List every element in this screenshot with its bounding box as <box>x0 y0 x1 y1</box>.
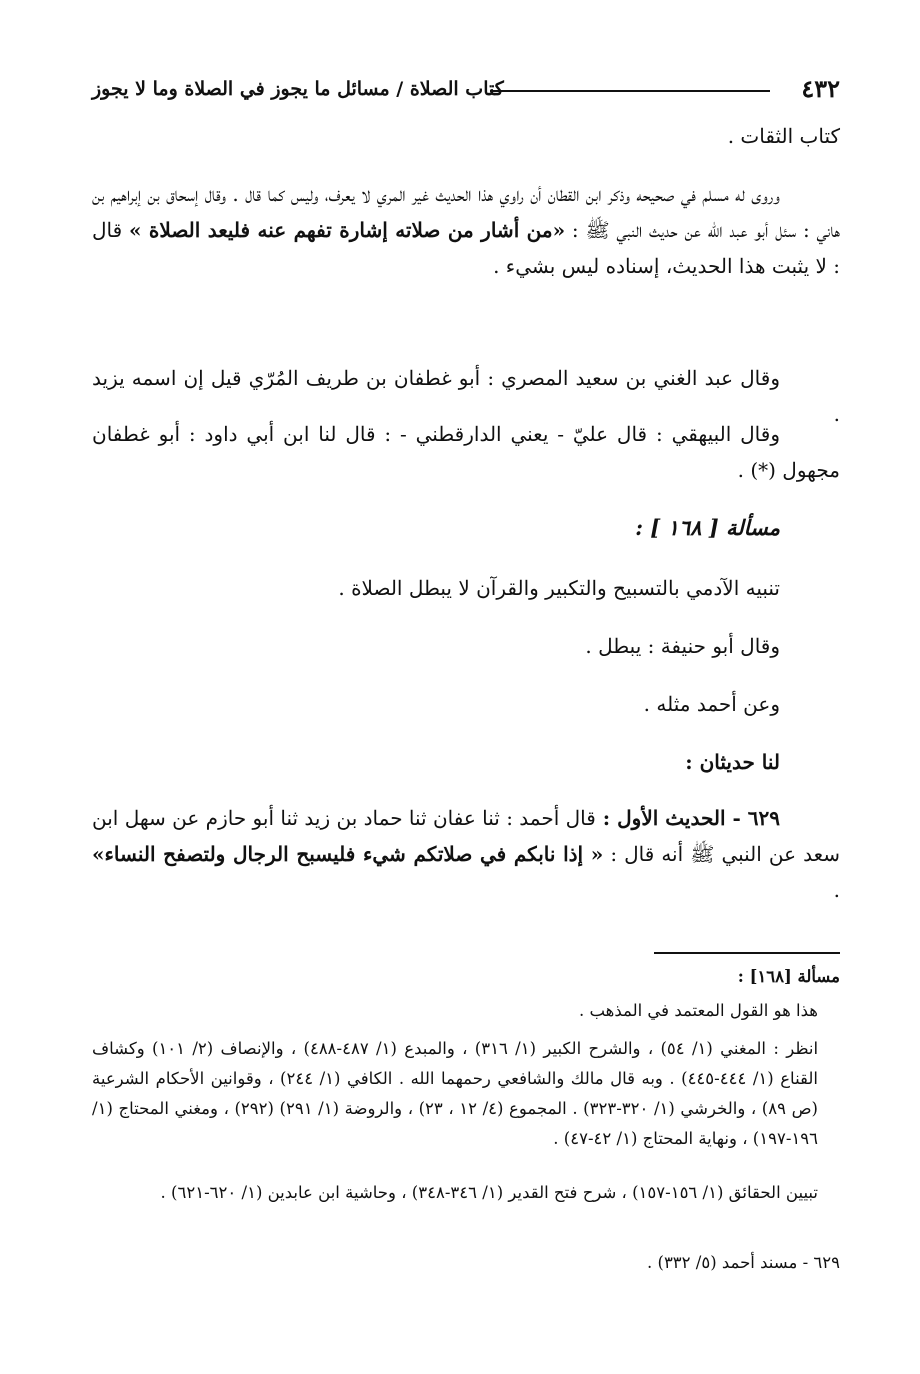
footnote-hanafi-references: تبيين الحقائق (١/ ١٥٦-١٥٧) ، شرح فتح القدير (١/ ٣٤٦-٣٤٨) ، وحاشية ابن عابدين (١/ ٦٢٠-٦٢١) . <box>160 1183 818 1202</box>
footnote-doctrine: هذا هو القول المعتمد في المذهب . <box>578 1001 818 1020</box>
paragraph-lead-text: وروى له مسلم في صحيحه وذكر ابن القطان أن راوي هذا الحديث غير المري لا يعرف، وليس كما قال . وقال إسحاق بن إبراهيم بن هاني : سئل أبو عبد الله عن حديث النبي ﷺ : <box>92 182 840 242</box>
book-page <box>92 60 840 1320</box>
paragraph-narration <box>92 176 840 284</box>
footnote-separator <box>654 952 840 954</box>
hadith-quote-629: « إذا نابكم في صلاتكم شيء فليسبح الرجال ولتصفح النساء» <box>92 842 604 866</box>
paragraph-tail-text: قال : لا يثبت هذا الحديث، إسناده ليس بشيء . <box>92 218 840 278</box>
paragraph-abdulghani: وقال عبد الغني بن سعيد المصري : أبو غطفان بن طريف المُرّي قيل إن اسمه يزيد . <box>92 366 840 426</box>
hadith-chain: قال أحمد : ثنا عفان ثنا حماد بن زيد ثنا أبو حازم عن سهل ابن سعد عن النبي ﷺ أنه قال : <box>91 806 840 866</box>
paragraph-continuation: كتاب الثقات . <box>727 124 840 148</box>
footnote-629-source: ٦٢٩ - مسند أحمد (٥/ ٣٣٢) . <box>647 1253 840 1272</box>
hadith-end: . <box>833 878 840 902</box>
issue-heading <box>92 510 840 546</box>
paragraph-bayhaqi: وقال البيهقي : قال عليّ - يعني الدارقطني - : قال لنا ابن أبي داود : أبو غطفان مجهول (*) . <box>92 422 840 482</box>
footnote-issue-title: مسألة [١٦٨] : <box>737 967 840 986</box>
issue-title: مسألة [ ١٦٨ ] : <box>635 515 780 540</box>
header-rule <box>490 90 770 92</box>
paragraph-hadith-629 <box>92 800 840 908</box>
paragraph-two-hadiths: لنا حديثان : <box>685 750 780 774</box>
paragraph-ruling: تنبيه الآدمي بالتسبيح والتكبير والقرآن لا يبطل الصلاة . <box>338 576 780 600</box>
hadith-label: ٦٢٩ - الحديث الأول : <box>595 806 780 830</box>
paragraph-ahmad: وعن أحمد مثله . <box>643 692 780 716</box>
running-title: كتاب الصلاة / مسائل ما يجوز في الصلاة وما لا يجوز <box>92 78 504 100</box>
page-number: ٤٣٢ <box>801 74 840 103</box>
footnote-references: انظر : المغني (١/ ٥٤) ، والشرح الكبير (١/ ٣١٦) ، والمبدع (١/ ٤٨٧-٤٨٨) ، والإنصاف (٢/ ١٠١) وكشاف القناع (١/ ٤٤٤-٤٤٥) . وبه قال مالك والشافعي رحمهما الله . الكافي (١/ ٢٤٤) ، وقوانين الأحكام الشرعية (ص ٨٩) ، والخرشي (١/ ٣٢٠-٣٢٣) . المجموع (٤/ ١٢ ، ٢٣) ، والروضة (١/ ٢٩١) (٢٩٢) ، ومغني المحتاج (١/ ١٩٦-١٩٧) ، ونهاية المحتاج (١/ ٤٢-٤٧) . <box>92 1039 819 1148</box>
paragraph-abu-hanifa: وقال أبو حنيفة : يبطل . <box>585 634 780 658</box>
page-header <box>92 74 840 108</box>
hadith-quote: «من أشار من صلاته إشارة تفهم عنه فليعد الصلاة » <box>129 218 566 242</box>
